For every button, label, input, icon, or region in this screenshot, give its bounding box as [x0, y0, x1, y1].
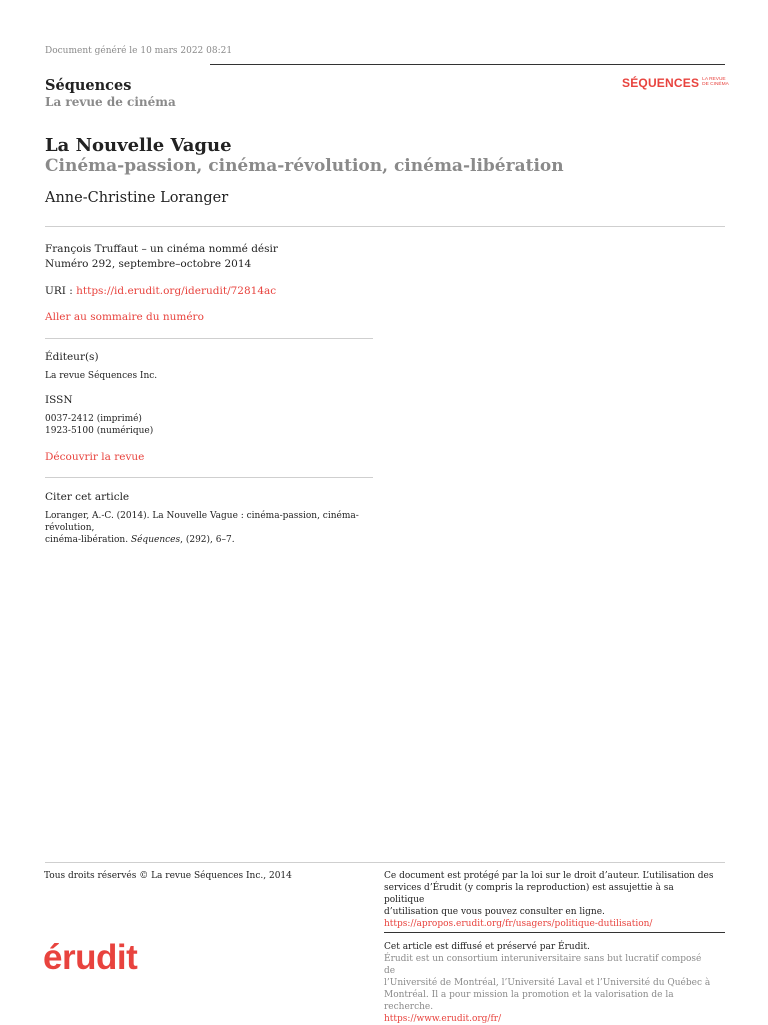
uri-line — [45, 284, 276, 299]
issue-theme: François Truffaut – un cinéma nommé désir — [45, 243, 278, 255]
sommaire-link[interactable]: Aller au sommaire du numéro — [45, 311, 204, 323]
citation-journal: Séquences — [130, 535, 181, 545]
erudit-link[interactable]: https://www.erudit.org/fr/ — [384, 1014, 502, 1024]
copyright-notice — [384, 870, 714, 930]
cite-heading: Citer cet article — [45, 491, 130, 503]
issn-values — [45, 413, 153, 437]
section-divider — [45, 226, 725, 227]
citation-post: , (292), 6–7. — [180, 535, 235, 545]
sequences-logo — [622, 76, 729, 90]
erudit-divider — [384, 932, 725, 933]
info-divider-1 — [45, 338, 373, 339]
article-author: Anne-Christine Loranger — [45, 190, 229, 206]
discover-journal-link[interactable]: Découvrir la revue — [45, 451, 145, 463]
editor-name: La revue Séquences Inc. — [45, 371, 158, 381]
logo-tagline-1: LA REVUE — [702, 77, 726, 82]
citation-text — [45, 510, 380, 546]
citation-pre: cinéma-libération. — [45, 535, 131, 545]
info-divider-2 — [45, 477, 373, 478]
journal-name: Séquences — [45, 77, 132, 94]
diffuse-line-3: Montréal. Il a pour mission la promotion et la valorisation de la recherche. — [384, 990, 674, 1012]
issue-number: Numéro 292, septembre–octobre 2014 — [45, 258, 252, 270]
diffuse-line-1: Érudit est un consortium interuniversitaire sans but lucratif composé de — [384, 954, 702, 976]
citation-line-2 — [45, 534, 380, 546]
editor-heading: Éditeur(s) — [45, 351, 99, 363]
erudit-notice — [384, 941, 714, 1025]
logo-tagline-2: DE CINÉMA — [702, 82, 729, 87]
protect-line-1: Ce document est protégé par la loi sur le droit d’auteur. L’utilisation des — [384, 871, 714, 881]
sequences-logo-main: SÉQUENCES — [622, 76, 700, 90]
journal-subtitle: La revue de cinéma — [45, 95, 176, 109]
article-subtitle: Cinéma-passion, cinéma-révolution, cinéma-libération — [45, 156, 564, 176]
diffuse-line-2: l’Université de Montréal, l’Université Laval et l’Université du Québec à — [384, 978, 711, 988]
issn-heading: ISSN — [45, 394, 73, 406]
diffuse-title: Cet article est diffusé et préservé par Érudit. — [384, 942, 590, 952]
policy-link[interactable]: https://apropos.erudit.org/fr/usagers/politique-dutilisation/ — [384, 919, 653, 929]
generated-date: Document généré le 10 mars 2022 08:21 — [45, 46, 233, 56]
uri-link[interactable]: https://id.erudit.org/iderudit/72814ac — [76, 285, 277, 297]
header-divider — [210, 64, 725, 65]
rights-notice: Tous droits réservés © La revue Séquences Inc., 2014 — [44, 871, 292, 881]
sequences-logo-tagline — [702, 77, 729, 87]
protect-line-2: services d’Érudit (y compris la reproduction) est assujettie à sa politique — [384, 883, 674, 905]
protect-line-3: d’utilisation que vous pouvez consulter en ligne. — [384, 907, 605, 917]
uri-label: URI : — [45, 285, 77, 297]
issn-print: 0037-2412 (imprimé) — [45, 414, 142, 424]
erudit-logo: érudit — [43, 938, 138, 977]
article-title: La Nouvelle Vague — [45, 135, 232, 156]
footer-divider — [45, 862, 725, 863]
citation-line-1: Loranger, A.-C. (2014). La Nouvelle Vague : cinéma-passion, cinéma-révolution, — [45, 511, 359, 533]
issue-info — [45, 242, 278, 272]
issn-digital: 1923-5100 (numérique) — [45, 426, 154, 436]
